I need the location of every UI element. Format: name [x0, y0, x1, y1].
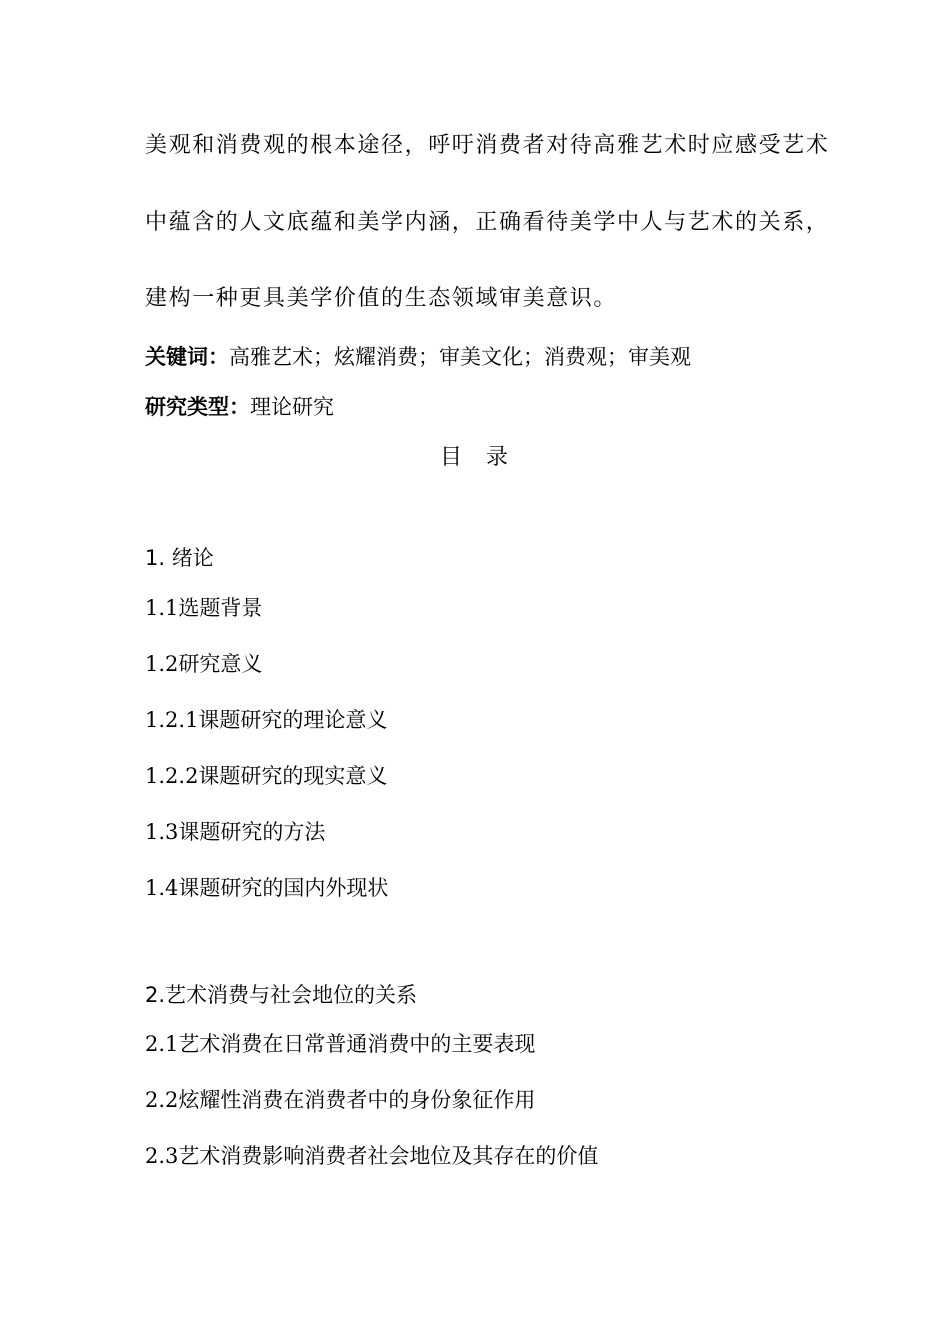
toc-heading[interactable]: 2.艺术消费与社会地位的关系: [145, 983, 418, 1007]
research-type-label: 研究类型：: [145, 395, 250, 419]
toc-title: [0, 440, 950, 471]
toc-item[interactable]: 1.2.2课题研究的现实意义: [145, 764, 388, 788]
abstract-line: 中蕴含的人文底蕴和美学内涵，正确看待美学中人与艺术的关系，: [145, 210, 830, 235]
keywords-value: 高雅艺术；炫耀消费；审美文化；消费观；审美观: [229, 345, 691, 369]
keywords-line: [145, 341, 691, 371]
toc-item[interactable]: 2.3艺术消费影响消费者社会地位及其存在的价值: [145, 1144, 599, 1168]
research-type-value: 理论研究: [250, 395, 334, 419]
toc-item[interactable]: 2.2炫耀性消费在消费者中的身份象征作用: [145, 1088, 536, 1112]
toc-item[interactable]: 1.2.1课题研究的理论意义: [145, 708, 388, 732]
abstract-line: 美观和消费观的根本途径，呼吁消费者对待高雅艺术时应感受艺术: [145, 133, 830, 158]
toc-title-char: 目: [439, 445, 464, 470]
abstract-line: 建构一种更具美学价值的生态领域审美意识。: [145, 286, 618, 311]
keywords-label: 关键词：: [145, 345, 229, 369]
toc-item[interactable]: 1.2研究意义: [145, 652, 263, 676]
toc-title-char: 录: [486, 445, 511, 470]
toc-item[interactable]: 1.1选题背景: [145, 596, 263, 620]
toc-item[interactable]: 1.3课题研究的方法: [145, 820, 326, 844]
toc-item[interactable]: 2.1艺术消费在日常普通消费中的主要表现: [145, 1032, 536, 1056]
research-type-line: [145, 391, 334, 421]
toc-item[interactable]: 1.4课题研究的国内外现状: [145, 876, 389, 900]
toc-heading[interactable]: 1. 绪论: [145, 546, 214, 570]
